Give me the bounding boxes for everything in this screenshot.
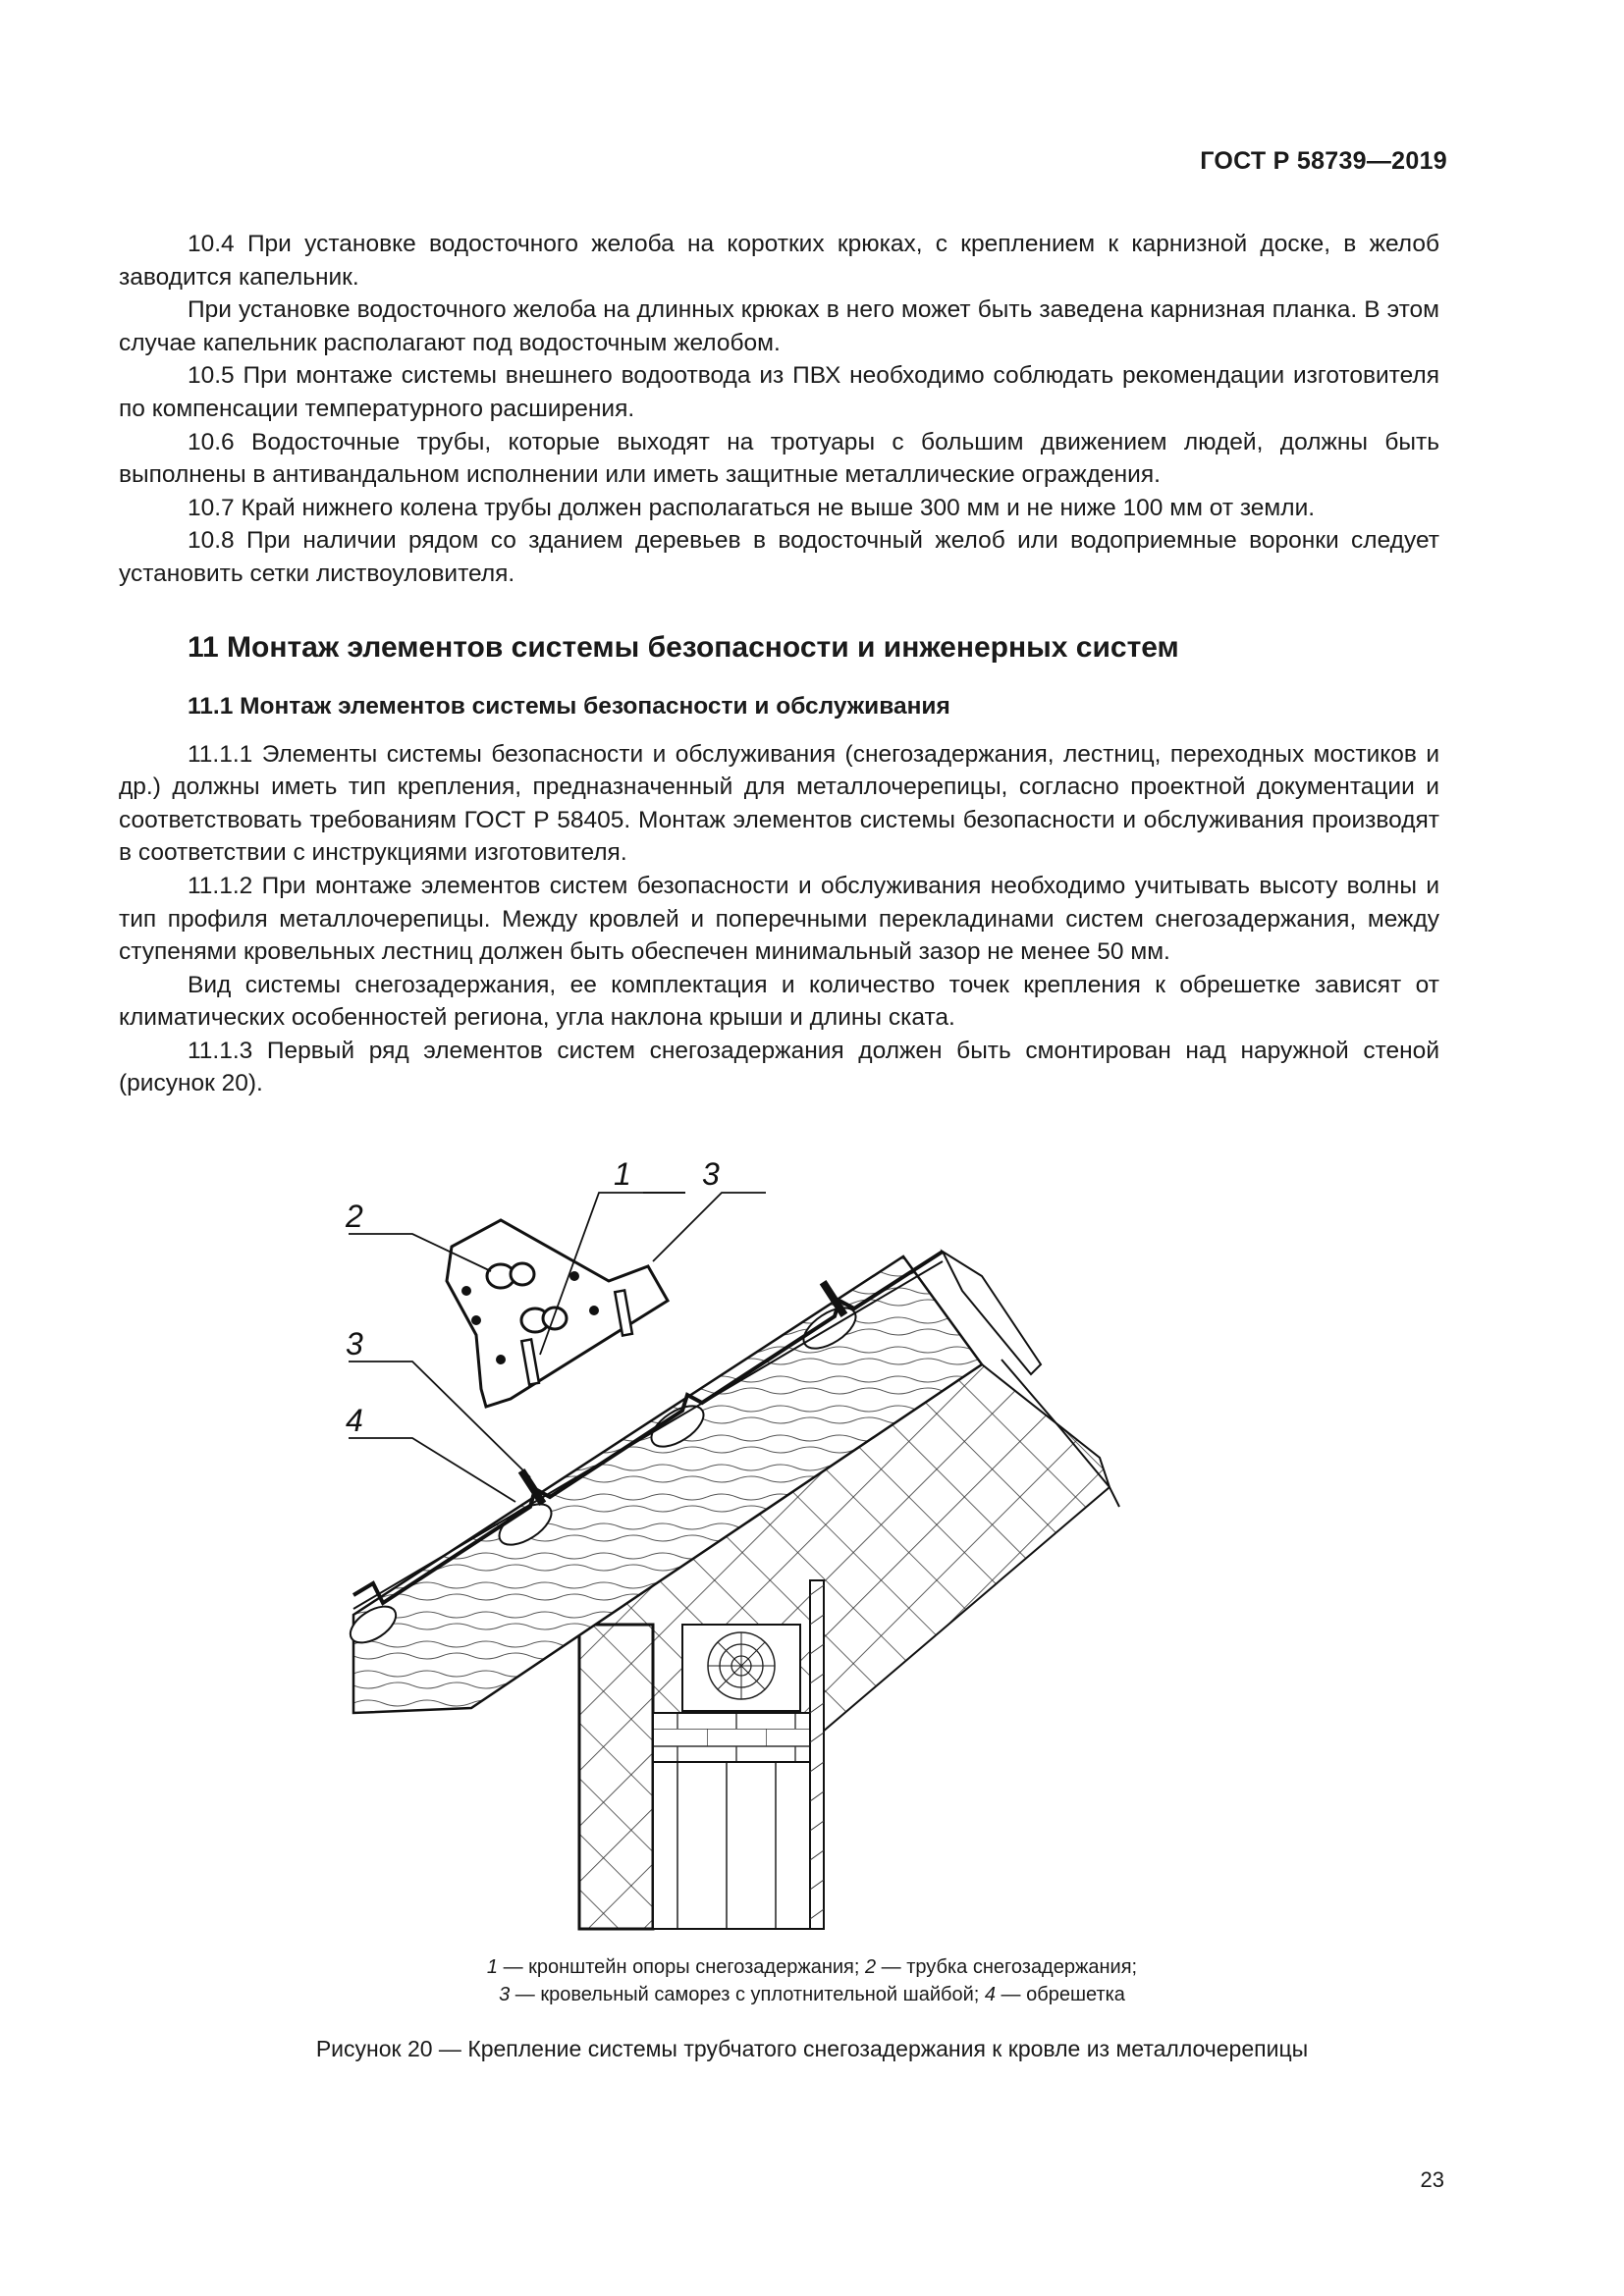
paragraph: 11.1.2 При монтаже элементов систем безопасности и обслуживания необходимо учитывать высоту волны и тип профиля металлочерепицы. Между кровлей и поперечными перекладинами систем снегозадержания, между ступенями кровельных лестниц должен быть обеспечен минимальный зазор не менее 50 мм.: [119, 872, 1439, 966]
legend-text: — кровельный саморез с уплотнительной шайбой;: [510, 1984, 985, 2005]
legend-text: — кронштейн опоры снегозадержания;: [498, 1956, 865, 1978]
paragraph: 10.6 Водосточные трубы, которые выходят на тротуары с большим движением людей, должны быть выполнены в антивандальном исполнении или иметь защитные металлические ограждения.: [119, 428, 1439, 489]
wall-plate: [653, 1713, 810, 1762]
paragraph: 11.1.1 Элементы системы безопасности и обслуживания (снегозадержания, лестниц, переходных мостиков и др.) должны иметь тип крепления, предназначенный для металлочерепицы, согласно проектной документации и соответствовать требованиям ГОСТ Р 58405. Монтаж элементов системы безопасности и обслуживания производят в соответствии с инструкциями изготовителя.: [119, 740, 1439, 867]
paragraph: 10.8 При наличии рядом со зданием деревьев в водосточный желоб или водоприемные воронки следует установить сетки листвоуловителя.: [119, 527, 1439, 587]
figure-label-3-top: 3: [702, 1156, 720, 1192]
document-body: [119, 228, 1439, 1100]
subsection-title: 11.1 Монтаж элементов системы безопасности и обслуживания: [188, 692, 950, 720]
legend-line-2: [0, 1981, 1624, 2008]
page-number: 23: [1420, 2167, 1444, 2192]
paragraph: 10.4 При установке водосточного желоба на коротких крюках, с креплением к карнизной доске, в желоб заводится капельник.: [119, 231, 1439, 291]
figure-label-1: 1: [614, 1156, 631, 1192]
wall-insulation: [579, 1625, 653, 1929]
paragraph: 11.1.3 Первый ряд элементов систем снегозадержания должен быть смонтирован над наружной стеной (рисунок 20).: [119, 1037, 1439, 1097]
legend-number: 1: [486, 1956, 499, 1978]
document-code: ГОСТ Р 58739—2019: [1200, 147, 1447, 175]
legend-text: — трубка снегозадержания;: [876, 1956, 1138, 1978]
section-title: 11 Монтаж элементов системы безопасности и инженерных систем: [188, 630, 1179, 664]
legend-number: 3: [499, 1984, 511, 2005]
figure-title: Рисунок 20 — Крепление системы трубчатого снегозадержания к кровле из металлочерепицы: [315, 2036, 1309, 2061]
paragraph: При установке водосточного желоба на длинных крюках в него может быть заведена карнизная планка. В этом случае капельник располагают под водосточным желобом.: [119, 296, 1439, 356]
wall-lower: [653, 1762, 810, 1929]
figure-label-2: 2: [346, 1199, 363, 1234]
legend-number: 4: [984, 1984, 996, 2005]
legend-number: 2: [865, 1956, 877, 1978]
legend-text: — обрешетка: [996, 1984, 1125, 2005]
paragraph: Вид системы снегозадержания, ее комплектация и количество точек крепления к обрешетке зависят от климатических особенностей региона, угла наклона крыши и длины ската.: [119, 971, 1439, 1032]
inner-lining: [810, 1580, 824, 1929]
figure-label-4: 4: [346, 1403, 363, 1438]
figure-snow-guard-drawing: [346, 1156, 1198, 1929]
paragraph: 10.7 Край нижнего колена трубы должен располагаться не выше 300 мм и не ниже 100 мм от земли.: [188, 494, 1316, 521]
paragraph: 10.5 При монтаже системы внешнего водоотвода из ПВХ необходимо соблюдать рекомендации изготовителя по компенсации температурного расширения.: [119, 362, 1439, 422]
legend-line-1: [0, 1953, 1624, 1981]
roof-section-drawing: [346, 1156, 1198, 1929]
figure-label-3-left: 3: [346, 1326, 363, 1362]
figure-legend: [0, 1953, 1624, 2008]
